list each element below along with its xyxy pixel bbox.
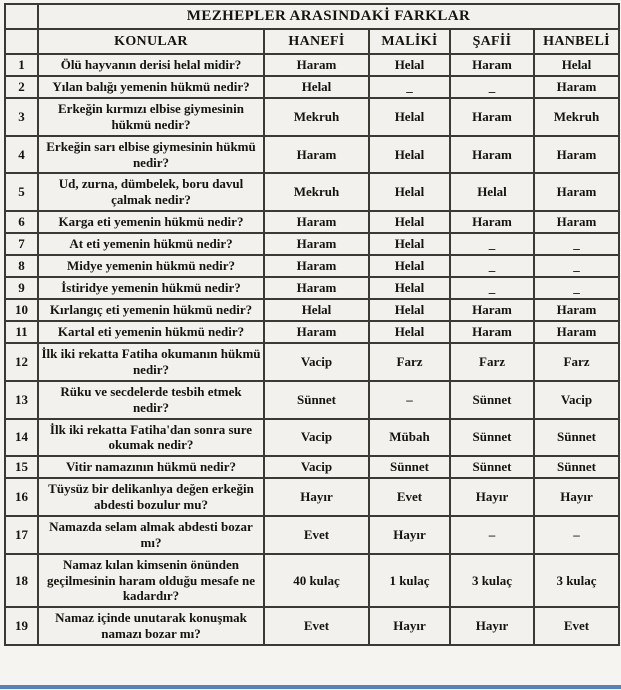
scanned-document	[4, 3, 618, 646]
value-cell-hanbeli: Haram	[534, 173, 619, 211]
value-cell-hanbeli: Haram	[534, 299, 619, 321]
topic-cell: Ölü hayvanın derisi helal midir?	[38, 54, 264, 76]
row-number-cell: 17	[5, 516, 38, 554]
value-cell-hanefi: Haram	[264, 233, 369, 255]
table-row	[5, 419, 619, 457]
bottom-blue-line	[0, 685, 621, 689]
value-cell-safii: Helal	[450, 173, 534, 211]
title-row	[5, 4, 619, 29]
value-cell-hanbeli: _	[534, 277, 619, 299]
table-title: MEZHEPLER ARASINDAKİ FARKLAR	[38, 4, 619, 29]
value-cell-maliki: Mübah	[369, 419, 450, 457]
row-number-cell: 6	[5, 211, 38, 233]
value-cell-hanefi: Haram	[264, 277, 369, 299]
row-number-cell: 13	[5, 381, 38, 419]
value-cell-hanbeli: Haram	[534, 321, 619, 343]
row-number-cell: 5	[5, 173, 38, 211]
value-cell-hanefi: Haram	[264, 321, 369, 343]
value-cell-safii: Haram	[450, 136, 534, 174]
value-cell-maliki: Farz	[369, 343, 450, 381]
value-cell-safii: Haram	[450, 321, 534, 343]
value-cell-hanbeli: Evet	[534, 607, 619, 645]
row-number-cell: 19	[5, 607, 38, 645]
value-cell-maliki: Helal	[369, 255, 450, 277]
topic-cell: Erkeğin sarı elbise giymesinin hükmü nedir?	[38, 136, 264, 174]
value-cell-maliki: Helal	[369, 98, 450, 136]
table-row	[5, 456, 619, 478]
topic-cell: Namazda selam almak abdesti bozar mı?	[38, 516, 264, 554]
value-cell-safii: Haram	[450, 299, 534, 321]
value-cell-hanbeli: Vacip	[534, 381, 619, 419]
value-cell-hanbeli: Haram	[534, 211, 619, 233]
value-cell-maliki: Hayır	[369, 516, 450, 554]
column-header-maliki: MALİKİ	[369, 29, 450, 54]
table-row	[5, 255, 619, 277]
table-row	[5, 321, 619, 343]
table-row	[5, 381, 619, 419]
value-cell-hanefi: Helal	[264, 76, 369, 98]
topic-cell: At eti yemenin hükmü nedir?	[38, 233, 264, 255]
value-cell-hanbeli: 3 kulaç	[534, 554, 619, 608]
value-cell-hanefi: 40 kulaç	[264, 554, 369, 608]
value-cell-hanbeli: Sünnet	[534, 419, 619, 457]
value-cell-maliki: Helal	[369, 54, 450, 76]
value-cell-hanbeli: Mekruh	[534, 98, 619, 136]
value-cell-maliki: _	[369, 76, 450, 98]
value-cell-safii: _	[450, 255, 534, 277]
topic-cell: İlk iki rekatta Fatiha'dan sonra sure okumak nedir?	[38, 419, 264, 457]
value-cell-maliki: Helal	[369, 321, 450, 343]
value-cell-hanefi: Vacip	[264, 456, 369, 478]
table-row	[5, 277, 619, 299]
row-number-cell: 4	[5, 136, 38, 174]
table-row	[5, 607, 619, 645]
topic-cell: Kırlangıç eti yemenin hükmü nedir?	[38, 299, 264, 321]
value-cell-safii: Hayır	[450, 607, 534, 645]
row-number-cell: 1	[5, 54, 38, 76]
row-number-cell: 9	[5, 277, 38, 299]
row-number-cell: 2	[5, 76, 38, 98]
value-cell-hanbeli: Haram	[534, 76, 619, 98]
topic-cell: Tüysüz bir delikanlıya değen erkeğin abdesti bozulur mu?	[38, 478, 264, 516]
topic-cell: İstiridye yemenin hükmü nedir?	[38, 277, 264, 299]
table-row	[5, 136, 619, 174]
value-cell-hanbeli: Sünnet	[534, 456, 619, 478]
value-cell-hanbeli: _	[534, 255, 619, 277]
table-row	[5, 173, 619, 211]
value-cell-safii: Hayır	[450, 478, 534, 516]
value-cell-maliki: Hayır	[369, 607, 450, 645]
table-row	[5, 516, 619, 554]
value-cell-hanbeli: –	[534, 516, 619, 554]
value-cell-safii: Sünnet	[450, 456, 534, 478]
column-header-hanefi: HANEFİ	[264, 29, 369, 54]
row-number-cell: 15	[5, 456, 38, 478]
value-cell-hanefi: Haram	[264, 211, 369, 233]
corner-cell-bottom	[5, 29, 38, 54]
topic-cell: Namaz kılan kimsenin önünden geçilmesinin haram olduğu mesafe ne kadardır?	[38, 554, 264, 608]
value-cell-safii: Sünnet	[450, 419, 534, 457]
value-cell-safii: Haram	[450, 54, 534, 76]
value-cell-maliki: Sünnet	[369, 456, 450, 478]
corner-cell-top	[5, 4, 38, 29]
value-cell-hanefi: Mekruh	[264, 173, 369, 211]
table-row	[5, 478, 619, 516]
table-row	[5, 554, 619, 608]
value-cell-hanefi: Evet	[264, 516, 369, 554]
value-cell-safii: 3 kulaç	[450, 554, 534, 608]
value-cell-hanefi: Vacip	[264, 343, 369, 381]
row-number-cell: 18	[5, 554, 38, 608]
table-row	[5, 76, 619, 98]
value-cell-maliki: Helal	[369, 233, 450, 255]
row-number-cell: 16	[5, 478, 38, 516]
value-cell-hanefi: Mekruh	[264, 98, 369, 136]
value-cell-maliki: Helal	[369, 277, 450, 299]
value-cell-hanefi: Vacip	[264, 419, 369, 457]
value-cell-maliki: Helal	[369, 299, 450, 321]
value-cell-hanbeli: _	[534, 233, 619, 255]
column-header-hanbeli: HANBELİ	[534, 29, 619, 54]
table-row	[5, 233, 619, 255]
topic-cell: Namaz içinde unutarak konuşmak namazı bozar mı?	[38, 607, 264, 645]
value-cell-maliki: Evet	[369, 478, 450, 516]
topic-cell: Karga eti yemenin hükmü nedir?	[38, 211, 264, 233]
value-cell-safii: –	[450, 516, 534, 554]
column-header-row	[5, 29, 619, 54]
topic-cell: Kartal eti yemenin hükmü nedir?	[38, 321, 264, 343]
value-cell-maliki: –	[369, 381, 450, 419]
table-row	[5, 211, 619, 233]
value-cell-safii: _	[450, 277, 534, 299]
topic-cell: Yılan balığı yemenin hükmü nedir?	[38, 76, 264, 98]
value-cell-maliki: Helal	[369, 173, 450, 211]
topic-cell: Rüku ve secdelerde tesbih etmek nedir?	[38, 381, 264, 419]
value-cell-maliki: Helal	[369, 136, 450, 174]
value-cell-safii: _	[450, 76, 534, 98]
value-cell-safii: _	[450, 233, 534, 255]
table-row	[5, 98, 619, 136]
table-body	[5, 54, 619, 645]
value-cell-hanefi: Haram	[264, 255, 369, 277]
column-header-konular: KONULAR	[38, 29, 264, 54]
row-number-cell: 14	[5, 419, 38, 457]
row-number-cell: 7	[5, 233, 38, 255]
value-cell-hanbeli: Haram	[534, 136, 619, 174]
topic-cell: Erkeğin kırmızı elbise giymesinin hükmü nedir?	[38, 98, 264, 136]
topic-cell: Midye yemenin hükmü nedir?	[38, 255, 264, 277]
value-cell-safii: Sünnet	[450, 381, 534, 419]
table-row	[5, 343, 619, 381]
topic-cell: İlk iki rekatta Fatiha okumanın hükmü nedir?	[38, 343, 264, 381]
value-cell-hanbeli: Helal	[534, 54, 619, 76]
row-number-cell: 10	[5, 299, 38, 321]
value-cell-hanefi: Haram	[264, 54, 369, 76]
value-cell-hanefi: Evet	[264, 607, 369, 645]
topic-cell: Ud, zurna, dümbelek, boru davul çalmak nedir?	[38, 173, 264, 211]
column-header-safii: ŞAFİİ	[450, 29, 534, 54]
value-cell-hanefi: Haram	[264, 136, 369, 174]
value-cell-hanefi: Helal	[264, 299, 369, 321]
row-number-cell: 3	[5, 98, 38, 136]
value-cell-hanbeli: Hayır	[534, 478, 619, 516]
row-number-cell: 12	[5, 343, 38, 381]
value-cell-hanefi: Hayır	[264, 478, 369, 516]
document-table	[4, 3, 620, 646]
value-cell-hanefi: Sünnet	[264, 381, 369, 419]
value-cell-maliki: 1 kulaç	[369, 554, 450, 608]
value-cell-safii: Haram	[450, 98, 534, 136]
topic-cell: Vitir namazının hükmü nedir?	[38, 456, 264, 478]
value-cell-hanbeli: Farz	[534, 343, 619, 381]
table-row	[5, 54, 619, 76]
row-number-cell: 8	[5, 255, 38, 277]
value-cell-maliki: Helal	[369, 211, 450, 233]
row-number-cell: 11	[5, 321, 38, 343]
table-row	[5, 299, 619, 321]
value-cell-safii: Farz	[450, 343, 534, 381]
value-cell-safii: Haram	[450, 211, 534, 233]
